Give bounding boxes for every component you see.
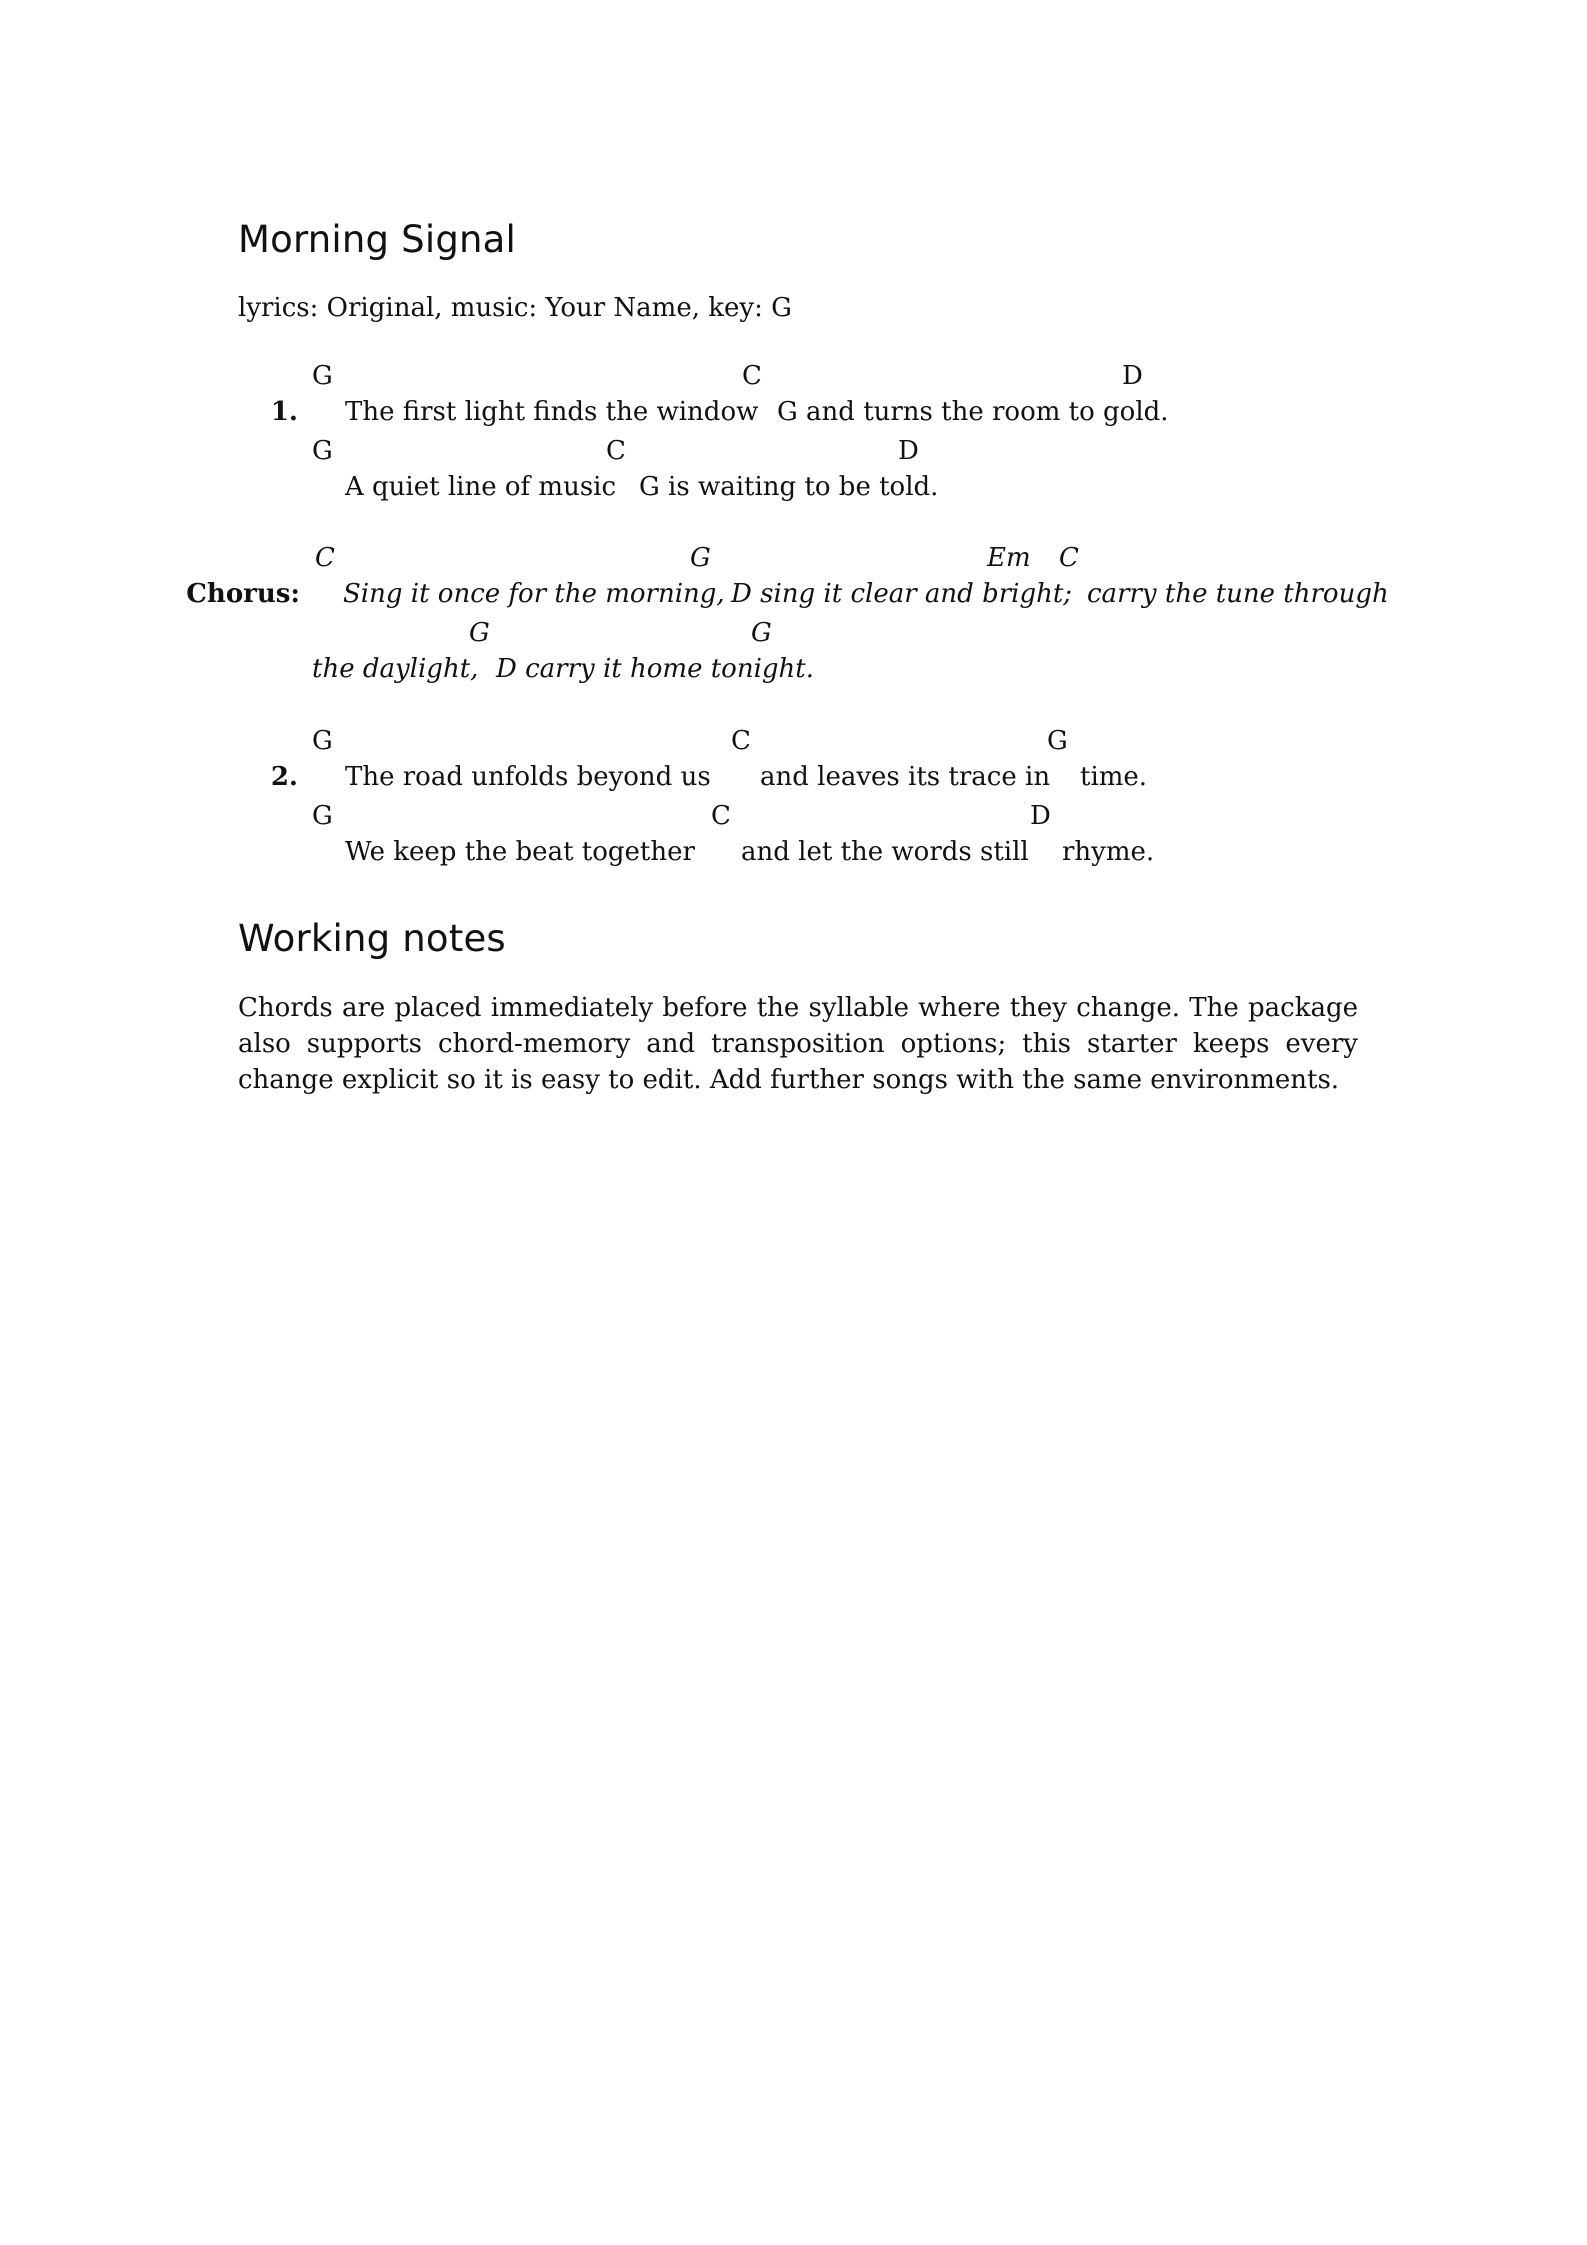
lyric-segment: carry the tune through xyxy=(1087,579,1389,609)
chord: C xyxy=(731,726,751,756)
lyric-segment: The first light finds the window xyxy=(345,397,759,427)
verse-number: 2. xyxy=(270,762,298,792)
notes-heading: Working notes xyxy=(238,917,506,960)
chord: C xyxy=(711,801,731,831)
lyric-segment: time. xyxy=(1080,762,1148,792)
chord: G xyxy=(469,618,490,648)
chord: G xyxy=(690,543,711,573)
lyric-segment: G and turns the room to gold. xyxy=(777,397,1169,427)
chord: C xyxy=(606,436,626,466)
chord: G xyxy=(751,618,772,648)
chord: D xyxy=(1030,801,1051,831)
chord: D xyxy=(898,436,919,466)
chord: G xyxy=(312,436,333,466)
lyric-segment: G is waiting to be told. xyxy=(639,472,939,502)
lyric-segment: and leaves its trace in xyxy=(760,762,1051,792)
notes-body: Chords are placed immediately before the syllable where they change. The package also supports chord-memory and transposition options; this starter keeps every change explicit so it is easy to edit. Add further songs with the same environments. xyxy=(238,993,1358,1095)
verse-number: 1. xyxy=(270,397,298,427)
chord: C xyxy=(742,361,762,391)
chord: G xyxy=(312,361,333,391)
chord: C xyxy=(1059,543,1079,573)
lyric-segment: rhyme. xyxy=(1062,837,1155,867)
chord: D xyxy=(1122,361,1143,391)
song-title: Morning Signal xyxy=(238,218,517,261)
lyric-segment: D sing it clear and bright; xyxy=(731,579,1073,609)
song-meta: lyrics: Original, music: Your Name, key: G xyxy=(238,293,792,323)
lyric-segment: the daylight, xyxy=(312,654,479,684)
lyric-segment: Sing it once for the morning, xyxy=(343,579,725,609)
chord: G xyxy=(312,726,333,756)
chorus-label: Chorus: xyxy=(186,579,300,609)
chord: G xyxy=(1047,726,1068,756)
lyric-segment: We keep the beat together xyxy=(345,837,695,867)
chord: C xyxy=(315,543,335,573)
lyric-segment: The road unfolds beyond us xyxy=(345,762,711,792)
lyric-segment: D carry it home tonight. xyxy=(496,654,814,684)
lyric-segment: and let the words still xyxy=(741,837,1029,867)
chord: G xyxy=(312,801,333,831)
lyric-segment: A quiet line of music xyxy=(345,472,617,502)
chord: Em xyxy=(987,543,1031,573)
